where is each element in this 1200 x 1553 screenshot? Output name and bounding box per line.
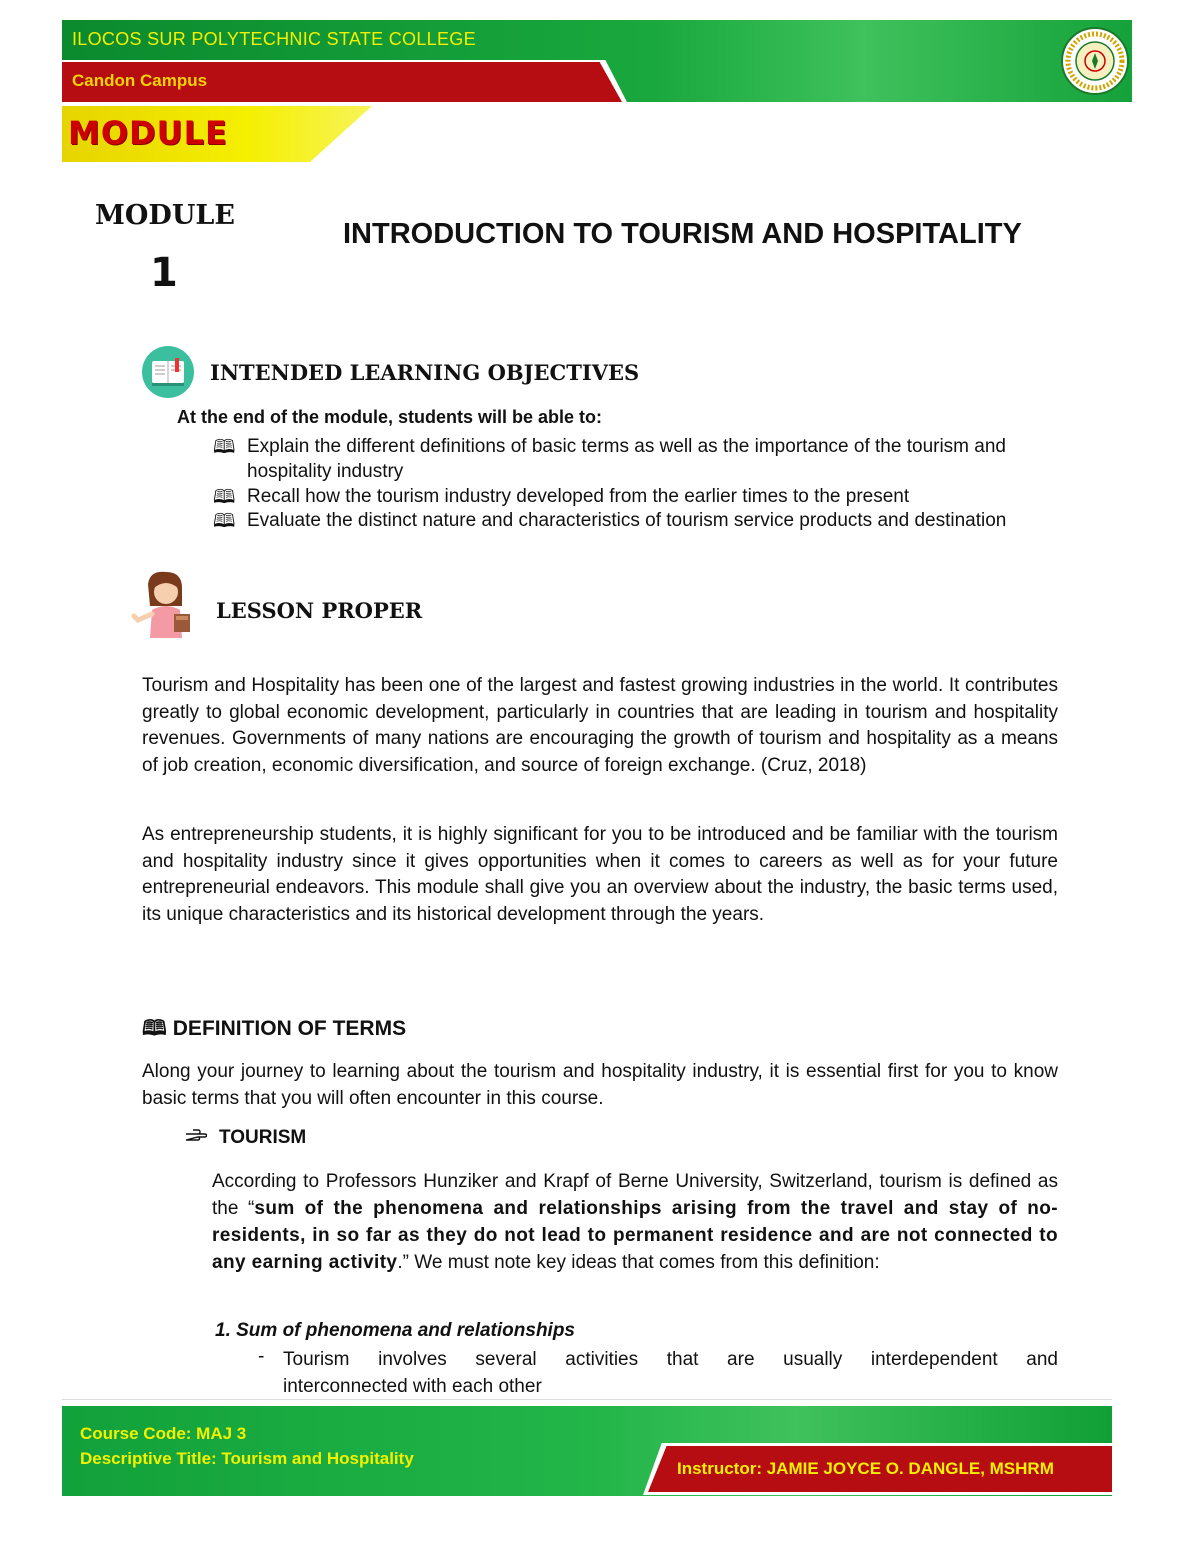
objective-text: Evaluate the distinct nature and characteristics of tourism service products and destination: [247, 510, 1007, 531]
module-label: MODULE: [95, 200, 235, 231]
tourism-heading-text: TOURISM: [219, 1127, 307, 1148]
objectives-intro: At the end of the module, students will be able to:: [177, 407, 603, 427]
book-bullet-icon: 🕮: [213, 511, 236, 532]
objective-item: [213, 434, 1013, 484]
lesson-paragraph: As entrepreneurship students, it is highly significant for you to be introduced and be familiar with the tourism and hospitality industry since it gives opportunities when it comes to careers as well as for your future entrepreneurial endeavors. This module shall give you an overview about the industry, the basic terms used, its unique characteristics and its historical development through the years.: [142, 824, 1058, 925]
college-seal-icon: [1060, 26, 1130, 96]
tourism-heading: [185, 1127, 306, 1149]
objective-item: [213, 508, 1013, 533]
book-bullet-icon: 🕮: [213, 487, 236, 508]
course-code: Course Code: MAJ 3: [80, 1424, 247, 1443]
descriptive-title: Descriptive Title: Tourism and Hospitality: [80, 1449, 414, 1468]
tourism-definition-quote: sum of the phenomena and relationships arising from the travel and stay of no-residents, in so far as they do not lead to permanent residence and are not connected to any earning activity: [212, 1198, 1058, 1273]
book-icon: 🕮: [142, 1017, 167, 1040]
teacher-illustration-icon: [130, 570, 202, 638]
book-bullet-icon: 🕮: [213, 437, 236, 458]
objectives-heading: INTENDED LEARNING OBJECTIVES: [210, 360, 640, 385]
instructor-name: Instructor: JAMIE JOYCE O. DANGLE, MSHRM: [677, 1459, 1054, 1478]
definitions-heading: [142, 1014, 406, 1049]
tourism-definition-lead: According to Professors Hunziker and Krapf of Berne University, Switzerland, tourism is defined as the “: [212, 1171, 1058, 1219]
footer-divider: [62, 1399, 1112, 1400]
module-number: 1: [150, 250, 178, 296]
objective-item: [213, 484, 1013, 509]
lesson-paragraph: Tourism and Hospitality has been one of the largest and fastest growing industries in the world. It contributes greatly to global economic development, particularly in countries that are leading in tourism and hospitality revenues. Governments of many nations are encouraging the growth of tourism and hospitality as a means of job creation, economic diversification, and source of foreign exchange. (Cruz, 2018): [142, 675, 1058, 776]
key-idea-text-line1: Tourism involves several activities that are usually interdependent and: [283, 1349, 1058, 1370]
key-idea-title: 1. Sum of phenomena and relationships: [215, 1320, 575, 1341]
key-idea-dash: -: [258, 1346, 265, 1367]
open-book-icon: [142, 346, 194, 398]
module-title: INTRODUCTION TO TOURISM AND HOSPITALITY: [343, 218, 1022, 250]
key-idea-text-line2: interconnected with each other: [283, 1376, 542, 1397]
college-name: ILOCOS SUR POLYTECHNIC STATE COLLEGE: [72, 29, 476, 49]
objective-text: Explain the different definitions of basic terms as well as the importance of the tourism and hospitality industry: [247, 436, 1006, 482]
tourism-definition-tail: .” We must note key ideas that comes from this definition:: [397, 1252, 880, 1273]
definitions-heading-text: DEFINITION OF TERMS: [172, 1017, 407, 1040]
pointing-hand-shape: [185, 1129, 207, 1143]
lesson-heading: LESSON PROPER: [216, 598, 423, 623]
objective-text: Recall how the tourism industry developed from the earlier times to the present: [247, 486, 910, 507]
campus-name: Candon Campus: [72, 71, 208, 90]
definitions-intro: Along your journey to learning about the tourism and hospitality industry, it is essential first for you to know basic terms that you will often encounter in this course.: [142, 1061, 1058, 1109]
tourism-definition: [212, 1168, 1058, 1276]
module-banner-label: MODULE: [68, 114, 228, 152]
pointing-hand-icon: [185, 1127, 211, 1149]
